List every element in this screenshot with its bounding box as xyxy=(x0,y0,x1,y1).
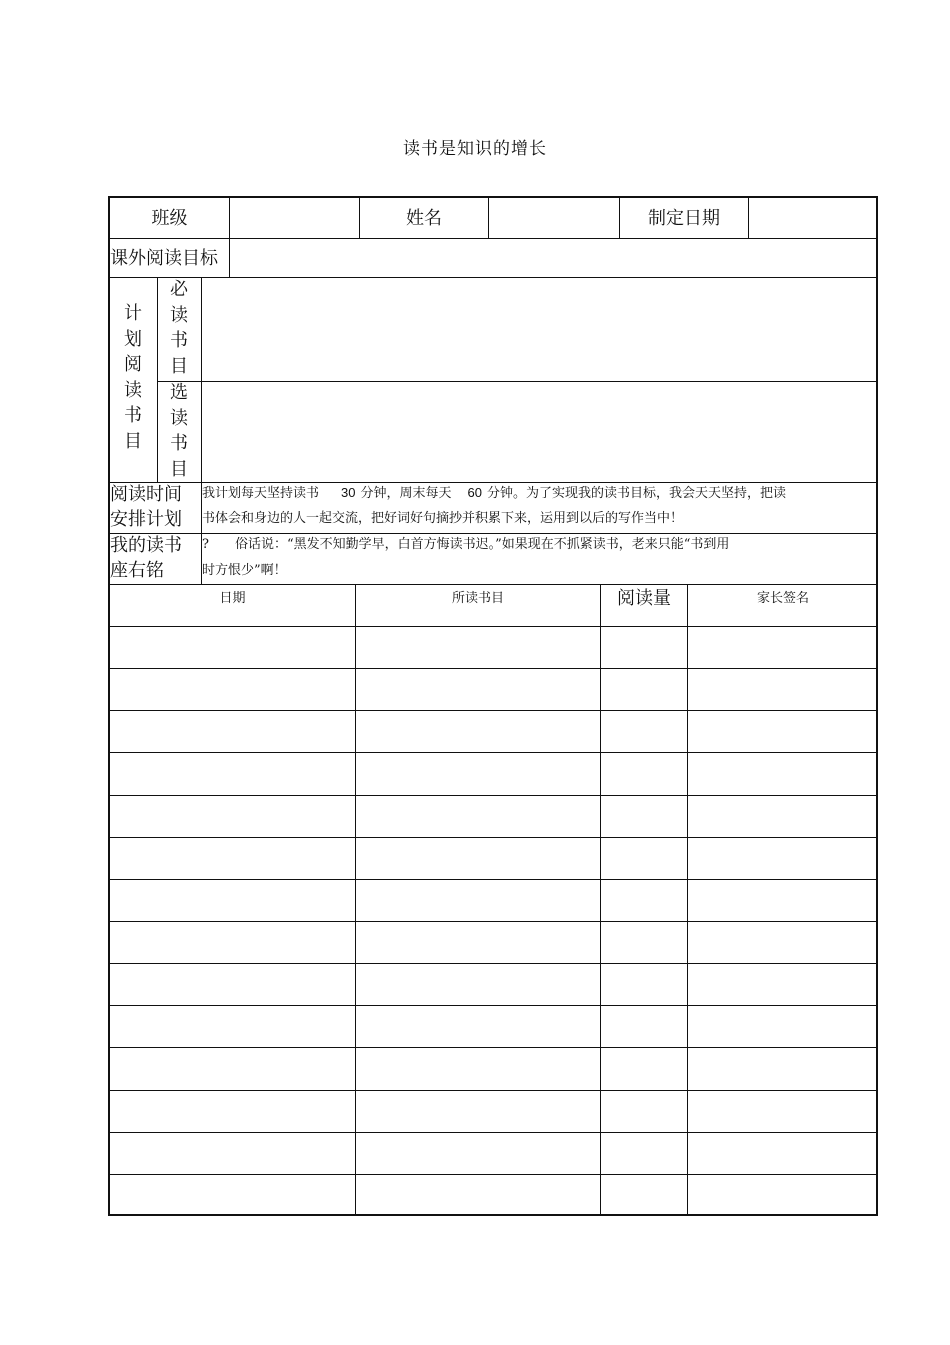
table-row xyxy=(110,879,878,921)
name-label: 姓名 xyxy=(406,208,442,229)
divider xyxy=(110,584,878,585)
table-row xyxy=(110,1174,878,1216)
table-row xyxy=(110,752,878,794)
motto-label-line2: 座右铭 xyxy=(110,560,164,581)
table-row xyxy=(110,837,878,879)
divider xyxy=(229,198,230,238)
divider xyxy=(157,277,158,482)
table-row xyxy=(110,1047,878,1089)
motto-label-line1: 我的读书 xyxy=(110,535,182,556)
motto-text-line2: 时方恨少”啊！ xyxy=(202,563,287,578)
table-row xyxy=(110,1132,878,1174)
motto-text-line1: ? 俗话说：“黑发不知勤学早，白首方悔读书迟。”如果现在不抓紧读书，老来只能“书到用 xyxy=(202,537,730,552)
required-label: 必 读 书 目 xyxy=(170,279,188,377)
table-row xyxy=(110,963,878,1005)
divider xyxy=(229,238,230,277)
schedule-label-line1: 阅读时间 xyxy=(110,484,182,505)
class-label: 班级 xyxy=(151,208,188,229)
table-row xyxy=(110,1090,878,1132)
schedule-text-line1: 我计划每天坚持读书 30 分钟，周末每天 60 分钟。为了实现我的读书目标，我会天天坚持，把读 xyxy=(202,485,786,501)
page-title: 读书是知识的增长 xyxy=(403,139,547,159)
divider xyxy=(201,277,202,482)
optional-label: 选 读 书 目 xyxy=(170,382,188,480)
column-header-signature: 家长签名 xyxy=(756,591,809,606)
divider xyxy=(748,198,749,238)
table-row xyxy=(110,668,878,710)
date-label: 制定日期 xyxy=(648,208,720,229)
divider xyxy=(110,238,878,239)
schedule-text-line2: 书体会和身边的人一起交流，把好词好句摘抄并积累下来，运用到以后的写作当中！ xyxy=(202,511,684,526)
table-row xyxy=(110,710,878,752)
column-header-amount: 阅读量 xyxy=(617,588,671,609)
table-row xyxy=(110,921,878,963)
goal-label: 课外阅读目标 xyxy=(110,248,218,269)
table-row xyxy=(110,795,878,837)
divider xyxy=(157,381,878,382)
schedule-label-line2: 安排计划 xyxy=(110,509,182,530)
reading-plan-form xyxy=(108,196,878,1216)
table-row xyxy=(110,626,878,668)
divider xyxy=(488,198,489,238)
column-header-date: 日期 xyxy=(219,591,246,606)
divider xyxy=(110,277,878,278)
table-row xyxy=(110,1005,878,1047)
column-header-book: 所读书目 xyxy=(451,591,504,606)
plan-label: 计 划 阅 读 书 目 xyxy=(124,303,142,452)
